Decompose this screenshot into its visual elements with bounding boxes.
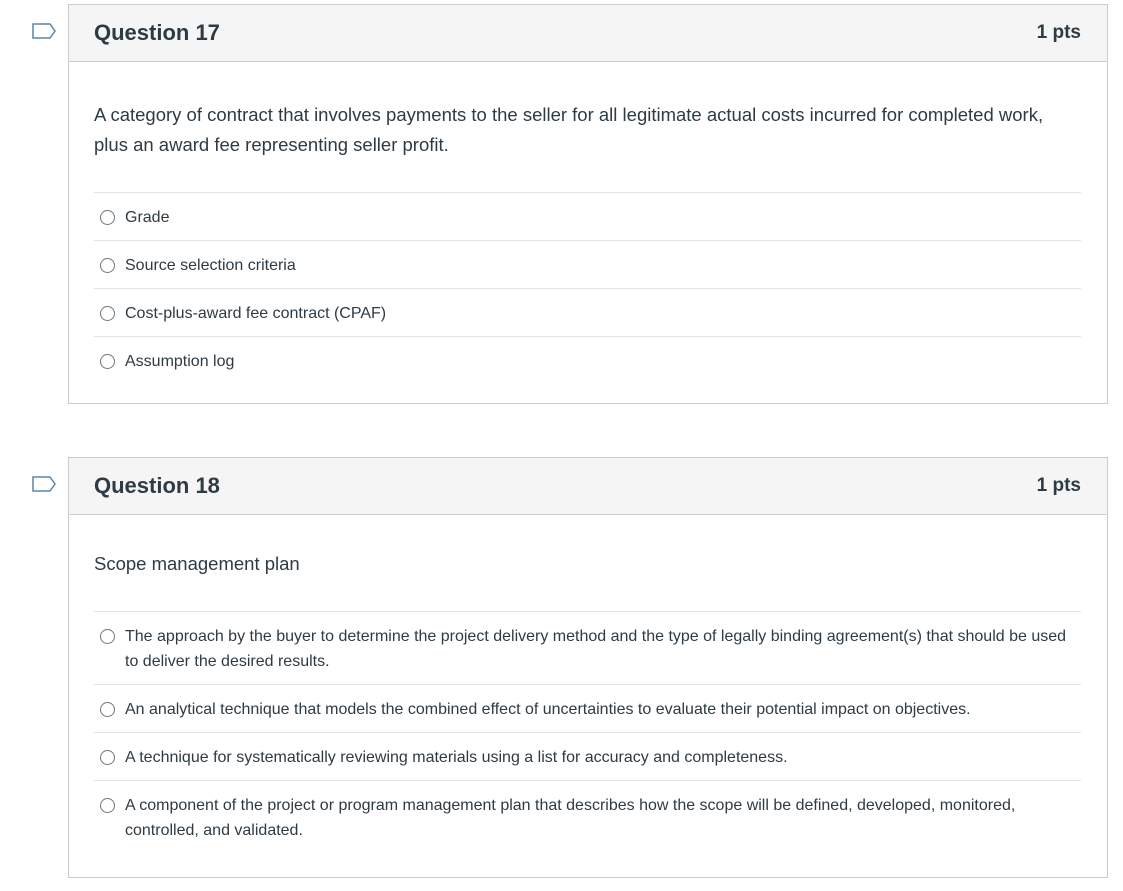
radio-button[interactable] — [100, 354, 115, 369]
answer-label: A technique for systematically reviewing materials using a list for accuracy and completeness. — [125, 749, 788, 766]
answer-label: Source selection criteria — [125, 257, 296, 274]
radio-button[interactable] — [100, 798, 115, 813]
answer-label: An analytical technique that models the combined effect of uncertainties to evaluate their potential impact on objectives. — [125, 701, 971, 718]
flag-question-icon[interactable] — [32, 476, 56, 492]
answer-option[interactable] — [94, 780, 1081, 853]
radio-button[interactable] — [100, 629, 115, 644]
radio-button[interactable] — [100, 210, 115, 225]
question-title: Question 17 — [94, 20, 220, 45]
question-title: Question 18 — [94, 473, 220, 498]
question-text: Scope management plan — [94, 553, 300, 574]
question-header — [69, 458, 1107, 515]
radio-button[interactable] — [100, 750, 115, 765]
question-points: 1 pts — [1036, 22, 1081, 43]
answer-label: Assumption log — [125, 353, 235, 370]
answer-label: A component of the project or program management plan that describes how the scope will be defined, developed, monitored, controlled, and validated. — [125, 797, 1016, 839]
answer-option[interactable] — [94, 732, 1081, 780]
question-17-card — [68, 4, 1108, 404]
answer-label: Grade — [125, 209, 170, 226]
answer-label: Cost-plus-award fee contract (CPAF) — [125, 305, 387, 322]
answer-option[interactable] — [94, 240, 1081, 288]
answer-label: The approach by the buyer to determine the project delivery method and the type of legally binding agreement(s) that should be used to deliver the desired results. — [125, 628, 1067, 670]
radio-button[interactable] — [100, 258, 115, 273]
answer-option[interactable] — [94, 288, 1081, 336]
answer-option[interactable] — [94, 192, 1081, 240]
flag-question-icon[interactable] — [32, 23, 56, 39]
question-18-card — [68, 457, 1108, 878]
question-header — [69, 5, 1107, 62]
answer-option[interactable] — [94, 336, 1081, 384]
answer-option[interactable] — [94, 611, 1081, 684]
radio-button[interactable] — [100, 306, 115, 321]
question-points: 1 pts — [1036, 475, 1081, 496]
radio-button[interactable] — [100, 702, 115, 717]
question-text: A category of contract that involves payments to the seller for all legitimate actual costs incurred for completed work, plus an award fee representing seller profit. — [94, 104, 1044, 155]
answer-option[interactable] — [94, 684, 1081, 732]
